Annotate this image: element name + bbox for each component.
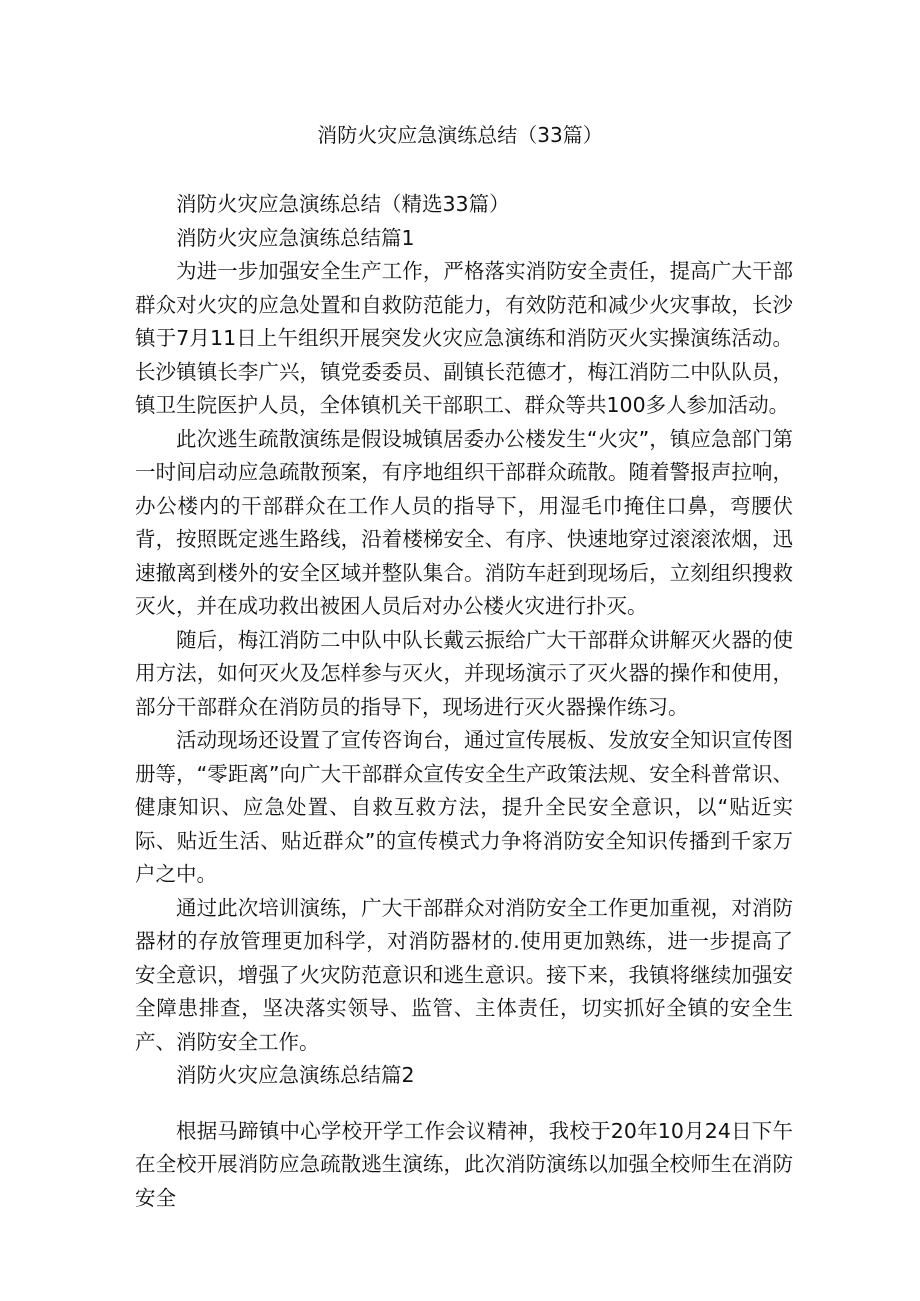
section-2-paragraph-1: 根据马蹄镇中心学校开学工作会议精神，我校于20年10月24日下午在全校开展消防应急疏散逃生演练，此次消防演练以加强全校师生在消防安全: [135, 1118, 793, 1210]
section-1-paragraph-3: 随后，梅江消防二中队中队长戴云振给广大干部群众讲解灭火器的使用方法，如何灭火及怎样参与灭火，并现场演示了灭火器的操作和使用，部分干部群众在消防员的指导下，现场进行灭火器操作练习。: [135, 627, 793, 719]
section-1-paragraph-5: 通过此次培训演练，广大干部群众对消防安全工作更加重视，对消防器材的存放管理更加科学，对消防器材的.使用更加熟练，进一步提高了安全意识，增强了火灾防范意识和逃生意识。接下来，我镇将继续加强安全障患排查，坚决落实领导、监管、主体责任，切实抓好全镇的安全生产、消防安全工作。: [135, 895, 793, 1054]
document-subtitle: 消防火灾应急演练总结（精选33篇）: [176, 192, 510, 216]
section-1-paragraph-2: 此次逃生疏散演练是假设城镇居委办公楼发生“火灾”，镇应急部门第一时间启动应急疏散预案，有序地组织干部群众疏散。随着警报声拉响，办公楼内的干部群众在工作人员的指导下，用湿毛巾掩住口鼻，弯腰伏背，按照既定逃生路线，沿着楼梯安全、有序、快速地穿过滚滚浓烟，迅速撤离到楼外的安全区域并整队集合。消防车赶到现场后，立刻组织搜救灭火，并在成功救出被困人员后对办公楼火灾进行扑灭。: [135, 426, 793, 618]
section-1-paragraph-1: 为进一步加强安全生产工作，严格落实消防安全责任，提高广大干部群众对火灾的应急处置和自救防范能力，有效防范和减少火灾事故，长沙镇于7月11日上午组织开展突发火灾应急演练和消防灭火实操演练活动。长沙镇镇长李广兴，镇党委委员、副镇长范德才，梅江消防二中队队员，镇卫生院医护人员，全体镇机关干部职工、群众等共100多人参加活动。: [135, 259, 793, 417]
section-1-paragraph-4: 活动现场还设置了宣传咨询台，通过宣传展板、发放安全知识宣传图册等，“零距离”向广大干部群众宣传安全生产政策法规、安全科普常识、健康知识、应急处置、自救互救方法，提升全民安全意识，以“贴近实际、贴近生活、贴近群众”的宣传模式力争将消防安全知识传播到千家万户之中。: [135, 728, 793, 886]
document-title: 消防火灾应急演练总结（33篇）: [317, 123, 603, 147]
document-body: [135, 188, 793, 1215]
section-1-heading: 消防火灾应急演练总结篇1: [176, 225, 415, 250]
section-spacer: [135, 1093, 793, 1115]
section-2-heading: 消防火灾应急演练总结篇2: [176, 1063, 415, 1087]
